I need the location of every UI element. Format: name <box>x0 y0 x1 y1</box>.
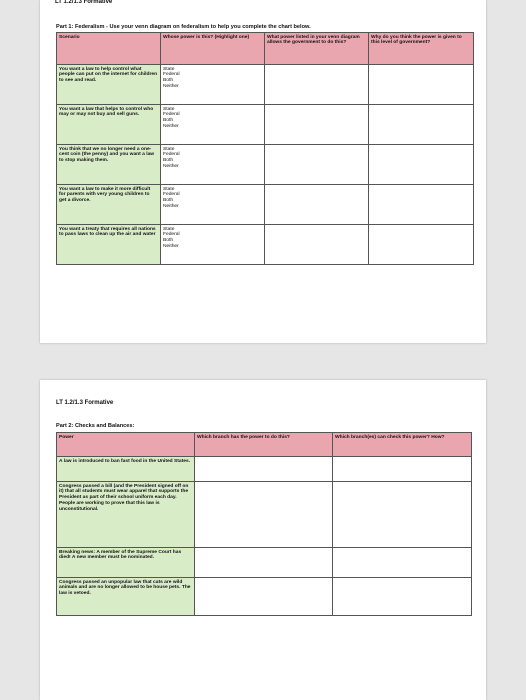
option-federal[interactable]: Federal <box>163 72 180 78</box>
col-header-which-branch: Which branch has the power to do this? <box>195 433 333 457</box>
option-state[interactable]: State <box>163 66 175 72</box>
federalism-table <box>56 32 474 265</box>
scenario-cell: You want a law that helps to control who may or may not buy and sell guns. <box>57 105 161 145</box>
col-header-scenario: Scenario <box>57 33 161 65</box>
col-header-power-listed: What power listed in your venn diagram allows the government to do this? <box>265 33 369 65</box>
page-1-header: LT 1.2/1.3 Formative <box>55 0 113 5</box>
table-row <box>57 457 472 482</box>
option-both[interactable]: Both <box>163 78 174 84</box>
part-1-title: Part 1: Federalism - Use your venn diagram on federalism to help you complete the chart below. <box>56 24 311 30</box>
table-row <box>57 482 472 548</box>
option-both[interactable]: Both <box>163 198 174 204</box>
option-state[interactable]: State <box>163 226 175 232</box>
power-options <box>161 145 265 185</box>
answer-cell[interactable] <box>265 185 369 225</box>
power-options <box>161 105 265 145</box>
answer-cell[interactable] <box>265 225 369 265</box>
scenario-cell: You want a treaty that requires all nations to pass laws to clean up the air and water <box>57 225 161 265</box>
option-federal[interactable]: Federal <box>163 152 180 158</box>
table-row <box>57 105 474 145</box>
answer-cell[interactable] <box>369 185 474 225</box>
option-state[interactable]: State <box>163 146 175 152</box>
answer-cell[interactable] <box>333 548 472 578</box>
federalism-header-row <box>57 33 474 65</box>
scenario-cell: You want a law to help control what people can put on the internet for children to see and read. <box>57 65 161 105</box>
power-scenario-cell: A law is introduced to ban fast food in the United States. <box>57 457 195 482</box>
checks-header-row <box>57 433 472 457</box>
option-neither[interactable]: Neither <box>163 204 179 210</box>
option-neither[interactable]: Neither <box>163 164 179 170</box>
col-header-power: Power <box>57 433 195 457</box>
checks-balances-table <box>56 432 472 616</box>
table-row <box>57 145 474 185</box>
option-federal[interactable]: Federal <box>163 232 180 238</box>
option-state[interactable]: State <box>163 106 175 112</box>
answer-cell[interactable] <box>369 145 474 185</box>
option-neither[interactable]: Neither <box>163 124 179 130</box>
table-row <box>57 578 472 616</box>
answer-cell[interactable] <box>195 578 333 616</box>
option-federal[interactable]: Federal <box>163 112 180 118</box>
option-neither[interactable]: Neither <box>163 244 179 250</box>
table-row <box>57 225 474 265</box>
answer-cell[interactable] <box>333 578 472 616</box>
answer-cell[interactable] <box>333 457 472 482</box>
answer-cell[interactable] <box>333 482 472 548</box>
option-both[interactable]: Both <box>163 238 174 244</box>
option-state[interactable]: State <box>163 186 175 192</box>
power-scenario-cell: Breaking news: A member of the Supreme Court has died! A new member must be nominated. <box>57 548 195 578</box>
scenario-cell: You think that we no longer need a one-cent coin (the penny) and you want a law to stop making them. <box>57 145 161 185</box>
option-federal[interactable]: Federal <box>163 192 180 198</box>
answer-cell[interactable] <box>369 105 474 145</box>
answer-cell[interactable] <box>265 105 369 145</box>
table-row <box>57 65 474 105</box>
worksheet-page-1 <box>40 0 486 343</box>
worksheet-page-2 <box>40 380 486 700</box>
power-options <box>161 185 265 225</box>
answer-cell[interactable] <box>195 457 333 482</box>
answer-cell[interactable] <box>369 225 474 265</box>
answer-cell[interactable] <box>265 65 369 105</box>
answer-cell[interactable] <box>195 482 333 548</box>
power-options <box>161 225 265 265</box>
power-scenario-cell: Congress passed a bill (and the President signed off on it) that all students must wear apparel that supports the President as part of their school uniform each day. People are working to prove that this law is unconstitutional. <box>57 482 195 548</box>
scenario-cell: You want a law to make it more difficult for parents with very young children to get a divorce. <box>57 185 161 225</box>
option-both[interactable]: Both <box>163 158 174 164</box>
table-row <box>57 548 472 578</box>
power-scenario-cell: Congress passed an unpopular law that cats are wild animals and are no longer allowed to be house pets. The law is vetoed. <box>57 578 195 616</box>
option-neither[interactable]: Neither <box>163 84 179 90</box>
answer-cell[interactable] <box>369 65 474 105</box>
table-row <box>57 185 474 225</box>
page-2-header: LT 1.2/1.3 Formative <box>56 400 114 406</box>
answer-cell[interactable] <box>265 145 369 185</box>
col-header-why: Why do you think the power is given to this level of government? <box>369 33 474 65</box>
part-2-title: Part 2: Checks and Balances: <box>56 423 135 429</box>
col-header-whose-power: Whose power is this? (Highlight one) <box>161 33 265 65</box>
answer-cell[interactable] <box>195 548 333 578</box>
power-options <box>161 65 265 105</box>
col-header-check-power: Which branch(es) can check this power? How? <box>333 433 472 457</box>
option-both[interactable]: Both <box>163 118 174 124</box>
